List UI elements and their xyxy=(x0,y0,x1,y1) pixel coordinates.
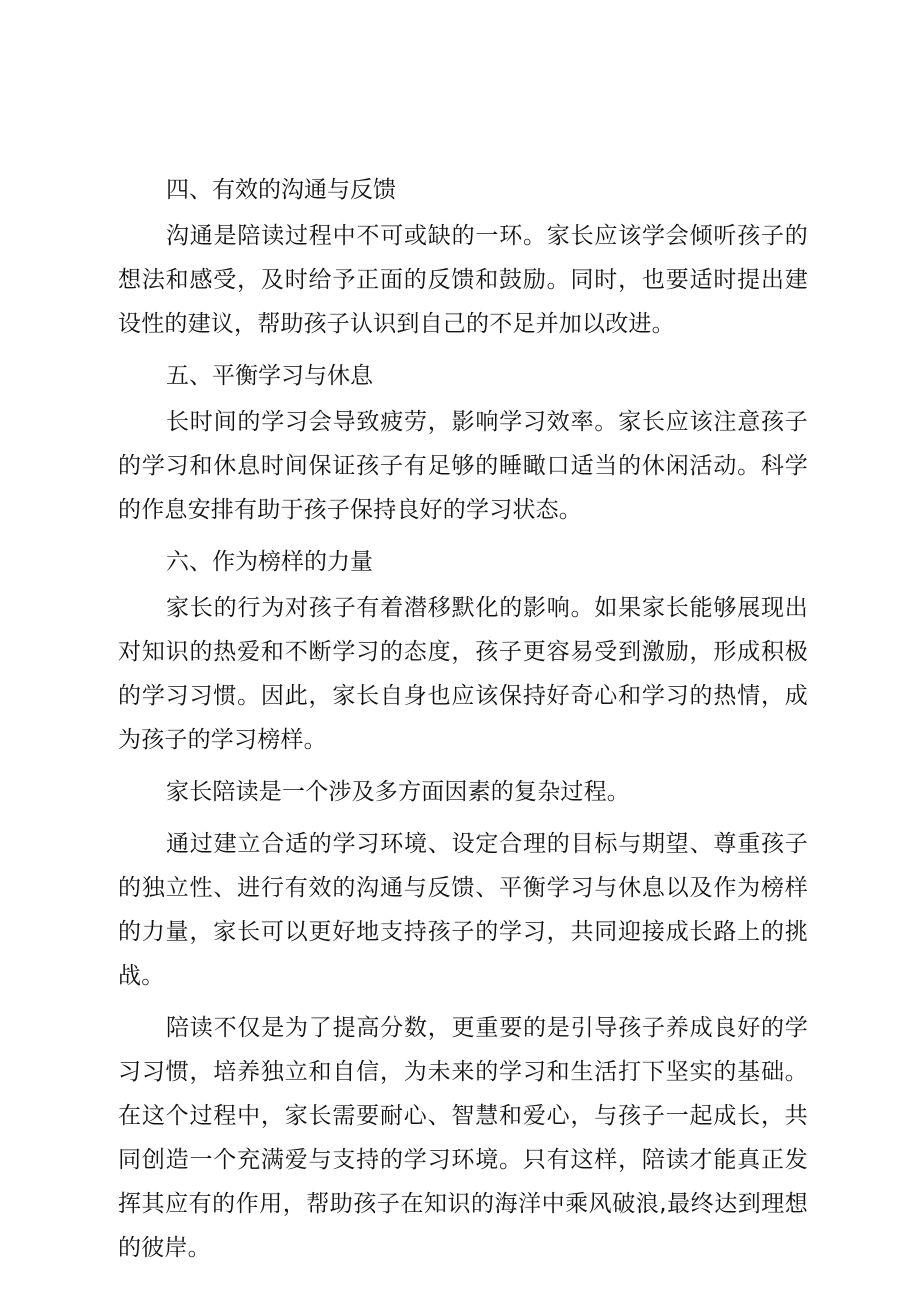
paragraph-conclusion: 陪读不仅是为了提高分数，更重要的是引导孩子养成良好的学习习惯，培养独立和自信，为未来的学习和生活打下坚实的基础。在这个过程中，家长需要耐心、智慧和爱心，与孩子一起成长，共同创造一个充满爱与支持的学习环境。只有这样，陪读才能真正发挥其应有的作用，帮助孩子在知识的海洋中乘风破浪,最终达到理想的彼岸。 xyxy=(118,1015,808,1261)
document-body xyxy=(118,168,808,1278)
paragraph-summary-intro: 家长陪读是一个涉及多方面因素的复杂过程。 xyxy=(166,779,630,805)
paragraph-role-model: 家长的行为对孩子有着潜移默化的影响。如果家长能够展现出对知识的热爱和不断学习的态度，孩子更容易受到激励，形成积极的学习习惯。因此，家长自身也应该保持好奇心和学习的热情，成为孩子的学习榜样。 xyxy=(118,595,808,753)
section-heading-role-model: 六、作为榜样的力量 xyxy=(166,549,373,575)
paragraph-summary-methods: 通过建立合适的学习环境、设定合理的目标与期望、尊重孩子的独立性、进行有效的沟通与反馈、平衡学习与休息以及作为榜样的力量，家长可以更好地支持孩子的学习，共同迎接成长路上的挑战。 xyxy=(118,831,808,989)
section-heading-balance: 五、平衡学习与休息 xyxy=(166,363,373,389)
paragraph-balance: 长时间的学习会导致疲劳，影响学习效率。家长应该注意孩子的学习和休息时间保证孩子有足够的睡瞰口适当的休闲活动。科学的作息安排有助于孩子保持良好的学习状态。 xyxy=(118,409,808,523)
section-heading-communication: 四、有效的沟通与反馈 xyxy=(166,177,396,203)
paragraph-communication: 沟通是陪读过程中不可或缺的一环。家长应该学会倾听孩子的想法和感受，及时给予正面的反馈和鼓励。同时，也要适时提出建设性的建议，帮助孩子认识到自己的不足并加以改进。 xyxy=(118,223,808,337)
